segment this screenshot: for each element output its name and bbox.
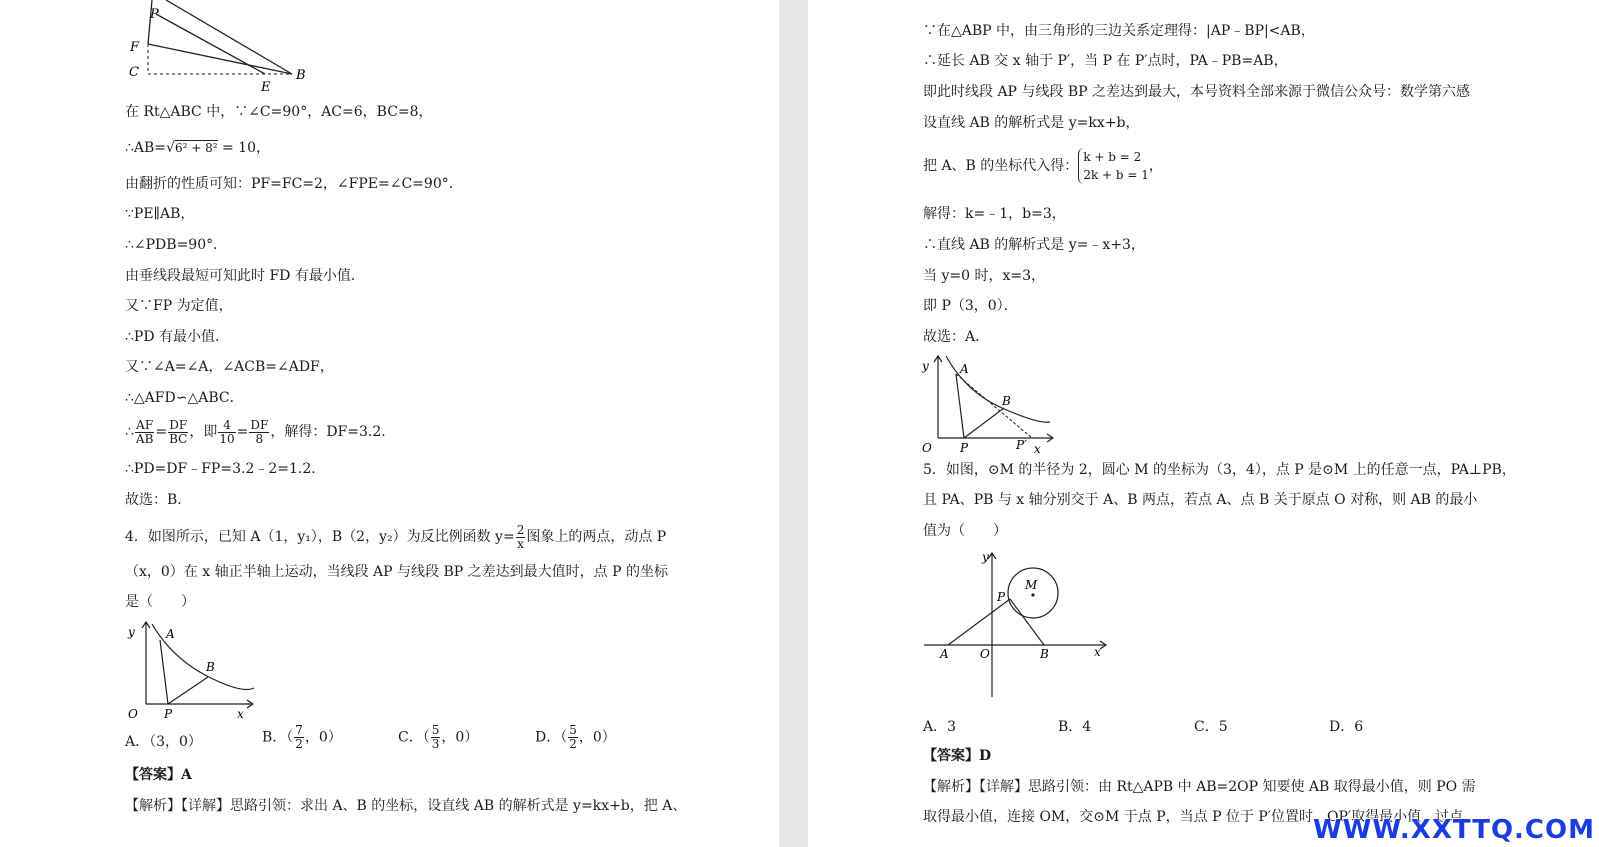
right-line-2: ∴延长 AB 交 x 轴于 P′，当 P 在 P′点时，PA﹣PB=AB， <box>923 53 1288 69</box>
equation-system: k + b = 2 2k + b = 1 <box>1078 148 1149 184</box>
point-b-label: B <box>206 660 215 674</box>
axis-x-label: x <box>1094 645 1101 659</box>
solution-line-5: ∴∠PDB=90°． <box>125 237 228 253</box>
solution-line-9: 又∵∠A=∠A，∠ACB=∠ADF， <box>125 359 334 375</box>
point-p-prime-label: P′ <box>1016 438 1027 452</box>
point-b-label: B <box>1002 394 1011 408</box>
fraction-df-8: $\frac{DF}{8}$ <box>250 417 269 446</box>
extended-line-figure <box>920 350 1060 456</box>
left-page <box>0 0 779 847</box>
answer-q4: 【答案】A <box>125 767 192 783</box>
solve-df: ，解得：DF=3.2． <box>270 424 396 440</box>
label-b: B <box>296 68 306 83</box>
answer-q5: 【答案】D <box>923 748 992 764</box>
q5-option-d: D．6 <box>1329 719 1364 735</box>
ab-prefix: ∴AB= <box>125 140 167 156</box>
point-a-label: A <box>940 647 949 661</box>
option-d: D．（ $\frac{5}{2}$ ，0） <box>535 723 616 751</box>
label-e: E <box>261 80 271 95</box>
substitute-text: 把 A、B 的坐标代入得： <box>923 158 1079 174</box>
right-line-1: ∵在△ABP 中，由三角形的三边关系定理得：|AP﹣BP|<AB， <box>923 23 1315 39</box>
right-page <box>808 0 1599 847</box>
fraction-df-bc: $\frac{DF}{BC}$ <box>169 417 188 446</box>
label-p: P <box>150 7 159 22</box>
solution-line-3: 由翻折的性质可知：PF=FC=2，∠FPE=∠C=90°． <box>125 176 463 192</box>
right-line-3: 即此时线段 AP 与线段 BP 之差达到最大，本号资料全部来源于微信公众号：数学第六感 <box>923 84 1471 100</box>
question-5-line-2: 且 PA、PB 与 x 轴分别交于 A、B 两点，若点 A、点 B 关于原点 O 对称，则 AB 的最小 <box>923 492 1478 508</box>
origin-label: O <box>128 707 138 721</box>
option-b: B．（ $\frac{7}{2}$ ，0） <box>262 723 342 751</box>
q5-option-c: C．5 <box>1194 719 1228 735</box>
solution-line-2 <box>125 139 270 157</box>
circle-figure <box>920 545 1110 701</box>
question-4-line-2: （x，0）在 x 轴正半轴上运动，当线段 AP 与线段 BP 之差达到最大值时，点 P 的坐标 <box>125 564 668 580</box>
label-f: F <box>130 40 140 55</box>
label-c: C <box>129 65 139 80</box>
analysis-q5-line-2: 取得最小值，连接 OM，交⊙M 于点 P，当点 P 位于 P′位置时，OP′取得最小值，过点 <box>923 809 1464 825</box>
point-p-label: P <box>960 441 969 455</box>
axis-y-label: y <box>128 625 135 639</box>
axis-x-label: x <box>237 707 244 721</box>
fraction-4-10: $\frac{4}{10}$ <box>219 417 235 446</box>
solution-line-4: ∵PE∥AB， <box>125 206 195 222</box>
analysis-q5-line-1: 【解析】【详解】思路引领：由 Rt△APB 中 AB=2OP 知要使 AB 取得最小值，则 PO 需 <box>923 779 1476 795</box>
question-5-line-1: 5．如图，⊙M 的半径为 2，圆心 M 的坐标为（3，4），点 P 是⊙M 上的任意一点，PA⊥PB， <box>923 462 1516 478</box>
axis-y-label: y <box>982 550 989 564</box>
point-a-label: A <box>960 362 969 376</box>
solution-line-12: ∴PD=DF﹣FP=3.2﹣2=1.2． <box>125 461 326 477</box>
question-4-line-3: 是（ ） <box>125 594 195 610</box>
right-line-9: 即 P（3，0）． <box>923 298 1018 314</box>
equals-2: = <box>236 424 249 440</box>
point-b-label: B <box>1040 647 1049 661</box>
axis-x-label: x <box>1034 442 1041 456</box>
equals: = <box>155 424 168 440</box>
point-a-label: A <box>166 627 175 641</box>
analysis-q4: 【解析】【详解】思路引领：求出 A、B 的坐标，设直线 AB 的解析式是 y=kx+b，把 A、 <box>125 798 687 814</box>
ab-result: = 10， <box>217 140 270 156</box>
sqrt-content: 6² + 8² <box>174 141 218 155</box>
right-line-6: 解得：k=﹣1，b=3， <box>923 206 1066 222</box>
axis-y-label: y <box>922 359 929 373</box>
inverse-function-figure <box>122 618 262 722</box>
right-line-7: ∴直线 AB 的解析式是 y=﹣x+3， <box>923 237 1145 253</box>
point-p-label: P <box>997 590 1006 604</box>
right-line-4: 设直线 AB 的解析式是 y=kx+b， <box>923 115 1140 131</box>
therefore-symbol: ∴ <box>125 424 134 440</box>
solution-line-13: 故选：B． <box>125 492 192 508</box>
fraction-af-ab: $\frac{AF}{AB}$ <box>135 417 154 446</box>
fraction-2-x: $\frac{2}{x}$ <box>516 522 525 551</box>
option-a: A．（3，0） <box>125 734 202 750</box>
watermark: WWW.XXTTQ.COM <box>1313 815 1595 845</box>
solution-line-10: ∴△AFD∽△ABC． <box>125 390 244 406</box>
q5-option-b: B．4 <box>1058 719 1092 735</box>
q4-text-b: 图象上的两点，动点 P <box>526 529 667 545</box>
namely: ，即 <box>189 424 218 440</box>
origin-label: O <box>922 441 932 455</box>
fold-triangle-figure <box>120 0 320 95</box>
q5-option-a: A．3 <box>923 719 957 735</box>
q4-text-a: 4．如图所示，已知 A（1，y₁），B（2，y₂）为反比例函数 y= <box>125 529 515 545</box>
right-line-5 <box>923 146 1163 186</box>
question-4-line-1 <box>125 522 666 552</box>
comma: ， <box>1148 158 1163 174</box>
center-m-label: M <box>1025 578 1038 592</box>
solution-line-6: 由垂线段最短可知此时 FD 有最小值． <box>125 268 365 284</box>
question-5-line-3: 值为（ ） <box>923 523 1007 539</box>
solution-line-8: ∴PD 有最小值． <box>125 329 230 345</box>
clipped-top-line <box>923 0 927 9</box>
origin-label: O <box>980 647 990 661</box>
solution-line-11 <box>125 416 395 448</box>
right-line-10: 故选：A． <box>923 329 990 345</box>
right-line-8: 当 y=0 时，x=3， <box>923 268 1045 284</box>
option-c: C．（ $\frac{5}{3}$ ，0） <box>398 723 479 751</box>
sqrt-sign: √ <box>166 140 175 156</box>
solution-line-1: 在 Rt△ABC 中，∵∠C=90°，AC=6，BC=8， <box>125 104 433 120</box>
point-p-label: P <box>164 707 173 721</box>
solution-line-7: 又∵FP 为定值， <box>125 298 233 314</box>
